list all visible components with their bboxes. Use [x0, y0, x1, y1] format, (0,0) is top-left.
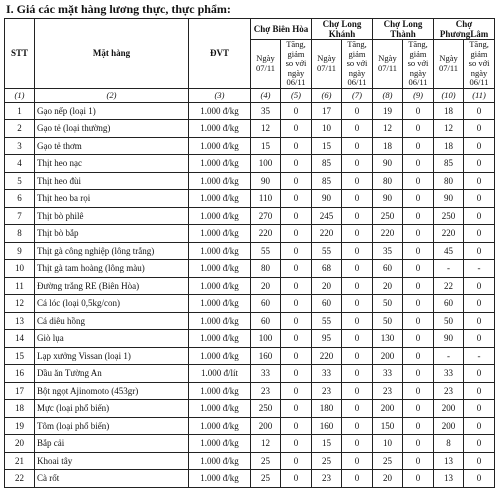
cell-phuong-lam-price: 23 — [434, 382, 464, 400]
cell-long-thanh-change: 0 — [403, 120, 434, 138]
column-index-row — [5, 88, 495, 102]
cell-stt: 18 — [5, 400, 35, 418]
cell-long-khanh-price: 23 — [312, 470, 342, 488]
header-market-long-thanh: Chợ Long Thành — [373, 19, 434, 40]
cell-phuong-lam-price: 220 — [434, 225, 464, 243]
cell-bien-hoa-price: 15 — [251, 137, 281, 155]
cell-phuong-lam-change: 0 — [464, 120, 495, 138]
cell-long-khanh-price: 90 — [312, 190, 342, 208]
cell-long-thanh-price: 23 — [373, 382, 403, 400]
cell-long-khanh-change: 0 — [342, 295, 373, 313]
cell-long-khanh-price: 55 — [312, 242, 342, 260]
cell-bien-hoa-change: 0 — [281, 172, 312, 190]
cell-bien-hoa-price: 80 — [251, 260, 281, 278]
cell-long-thanh-price: 200 — [373, 347, 403, 365]
cell-unit: 1.000 đ/kg — [189, 382, 251, 400]
table-row — [5, 225, 495, 243]
cell-item-name: Cá diêu hồng — [35, 312, 189, 330]
table-row — [5, 172, 495, 190]
cell-long-khanh-price: 15 — [312, 435, 342, 453]
cell-phuong-lam-change: 0 — [464, 225, 495, 243]
cell-bien-hoa-price: 33 — [251, 365, 281, 383]
cell-unit: 1.000 đ/kg — [189, 277, 251, 295]
header-item: Mặt hàng — [35, 19, 189, 89]
cell-bien-hoa-change: 0 — [281, 347, 312, 365]
cell-item-name: Tôm (loại phổ biến) — [35, 417, 189, 435]
cell-stt: 17 — [5, 382, 35, 400]
cell-long-thanh-price: 80 — [373, 172, 403, 190]
cell-bien-hoa-price: 60 — [251, 312, 281, 330]
header-change: Tăng, giảm so với ngày 06/11 — [281, 40, 312, 89]
cell-long-khanh-change: 0 — [342, 365, 373, 383]
table-row — [5, 155, 495, 173]
cell-long-khanh-price: 220 — [312, 347, 342, 365]
cell-long-thanh-price: 50 — [373, 295, 403, 313]
cell-phuong-lam-price: 8 — [434, 435, 464, 453]
cell-long-thanh-price: 10 — [373, 435, 403, 453]
cell-bien-hoa-price: 110 — [251, 190, 281, 208]
column-index: (3) — [189, 88, 251, 102]
cell-phuong-lam-price: 200 — [434, 417, 464, 435]
cell-phuong-lam-change: 0 — [464, 102, 495, 120]
cell-long-thanh-change: 0 — [403, 347, 434, 365]
cell-long-khanh-change: 0 — [342, 260, 373, 278]
cell-long-khanh-price: 180 — [312, 400, 342, 418]
cell-bien-hoa-price: 220 — [251, 225, 281, 243]
cell-unit: 1.000 đ/kg — [189, 312, 251, 330]
table-row — [5, 260, 495, 278]
cell-long-thanh-change: 0 — [403, 400, 434, 418]
cell-bien-hoa-change: 0 — [281, 312, 312, 330]
cell-long-khanh-change: 0 — [342, 137, 373, 155]
table-row — [5, 242, 495, 260]
cell-phuong-lam-change: 0 — [464, 417, 495, 435]
cell-bien-hoa-price: 25 — [251, 470, 281, 488]
cell-bien-hoa-price: 23 — [251, 382, 281, 400]
cell-bien-hoa-change: 0 — [281, 435, 312, 453]
cell-bien-hoa-price: 12 — [251, 120, 281, 138]
table-row — [5, 102, 495, 120]
cell-long-khanh-change: 0 — [342, 435, 373, 453]
cell-phuong-lam-price: 22 — [434, 277, 464, 295]
cell-long-khanh-price: 160 — [312, 417, 342, 435]
cell-stt: 13 — [5, 312, 35, 330]
cell-long-thanh-change: 0 — [403, 365, 434, 383]
cell-bien-hoa-change: 0 — [281, 277, 312, 295]
cell-long-thanh-price: 220 — [373, 225, 403, 243]
cell-long-thanh-price: 130 — [373, 330, 403, 348]
cell-phuong-lam-change: 0 — [464, 470, 495, 488]
table-row — [5, 330, 495, 348]
cell-item-name: Khoai tây — [35, 452, 189, 470]
table-row — [5, 190, 495, 208]
table-row — [5, 365, 495, 383]
cell-long-khanh-change: 0 — [342, 225, 373, 243]
cell-long-thanh-change: 0 — [403, 260, 434, 278]
cell-bien-hoa-change: 0 — [281, 137, 312, 155]
cell-stt: 22 — [5, 470, 35, 488]
cell-phuong-lam-change: 0 — [464, 155, 495, 173]
cell-stt: 6 — [5, 190, 35, 208]
cell-long-khanh-price: 10 — [312, 120, 342, 138]
cell-long-thanh-price: 90 — [373, 190, 403, 208]
table-row — [5, 295, 495, 313]
cell-item-name: Thịt bò bắp — [35, 225, 189, 243]
cell-unit: 1.000 đ/kg — [189, 330, 251, 348]
cell-long-thanh-price: 50 — [373, 312, 403, 330]
cell-stt: 19 — [5, 417, 35, 435]
column-index: (1) — [5, 88, 35, 102]
cell-long-thanh-change: 0 — [403, 155, 434, 173]
cell-long-khanh-change: 0 — [342, 172, 373, 190]
table-row — [5, 382, 495, 400]
cell-bien-hoa-price: 20 — [251, 277, 281, 295]
cell-stt: 11 — [5, 277, 35, 295]
cell-long-thanh-price: 20 — [373, 470, 403, 488]
cell-stt: 8 — [5, 225, 35, 243]
section-title: I. Giá các mặt hàng lương thực, thực phẩm: — [6, 2, 231, 16]
cell-long-khanh-price: 95 — [312, 330, 342, 348]
cell-stt: 14 — [5, 330, 35, 348]
cell-bien-hoa-price: 270 — [251, 207, 281, 225]
cell-long-khanh-change: 0 — [342, 190, 373, 208]
cell-long-thanh-price: 20 — [373, 277, 403, 295]
cell-bien-hoa-change: 0 — [281, 207, 312, 225]
cell-long-thanh-price: 33 — [373, 365, 403, 383]
cell-long-khanh-price: 220 — [312, 225, 342, 243]
column-index: (5) — [281, 88, 312, 102]
header-day: Ngày 07/11 — [312, 40, 342, 89]
cell-bien-hoa-price: 35 — [251, 102, 281, 120]
cell-phuong-lam-change: 0 — [464, 207, 495, 225]
cell-unit: 1.000 đ/kg — [189, 242, 251, 260]
cell-unit: 1.000 đ/kg — [189, 347, 251, 365]
cell-long-thanh-price: 250 — [373, 207, 403, 225]
table-row — [5, 347, 495, 365]
cell-unit: 1.000 đ/kg — [189, 155, 251, 173]
cell-phuong-lam-price: 18 — [434, 102, 464, 120]
cell-bien-hoa-price: 100 — [251, 330, 281, 348]
cell-long-khanh-price: 20 — [312, 277, 342, 295]
table-row — [5, 435, 495, 453]
cell-unit: 1.000 đ/kg — [189, 172, 251, 190]
column-index: (9) — [403, 88, 434, 102]
cell-bien-hoa-change: 0 — [281, 330, 312, 348]
cell-bien-hoa-change: 0 — [281, 260, 312, 278]
cell-phuong-lam-price: 13 — [434, 452, 464, 470]
cell-long-thanh-price: 150 — [373, 417, 403, 435]
cell-stt: 7 — [5, 207, 35, 225]
cell-long-thanh-price: 35 — [373, 242, 403, 260]
cell-phuong-lam-change: 0 — [464, 172, 495, 190]
cell-item-name: Thịt gà công nghiệp (lông trắng) — [35, 242, 189, 260]
cell-stt: 1 — [5, 102, 35, 120]
cell-phuong-lam-change: - — [464, 260, 495, 278]
cell-long-thanh-change: 0 — [403, 225, 434, 243]
cell-stt: 4 — [5, 155, 35, 173]
cell-long-thanh-change: 0 — [403, 242, 434, 260]
header-change: Tăng, giảm so với ngày 06/11 — [403, 40, 434, 89]
cell-phuong-lam-change: 0 — [464, 312, 495, 330]
cell-long-thanh-price: 18 — [373, 137, 403, 155]
cell-long-khanh-change: 0 — [342, 155, 373, 173]
cell-long-thanh-change: 0 — [403, 295, 434, 313]
cell-long-thanh-price: 90 — [373, 155, 403, 173]
header-market-long-khanh: Chợ Long Khánh — [312, 19, 373, 40]
header-market-bien-hoa: Chợ Biên Hòa — [251, 19, 312, 40]
cell-item-name: Thịt gà tam hoàng (lông màu) — [35, 260, 189, 278]
cell-bien-hoa-change: 0 — [281, 190, 312, 208]
header-stt: STT — [5, 19, 35, 89]
cell-long-thanh-change: 0 — [403, 190, 434, 208]
cell-long-thanh-price: 12 — [373, 120, 403, 138]
cell-long-khanh-price: 17 — [312, 102, 342, 120]
column-index: (8) — [373, 88, 403, 102]
column-index: (4) — [251, 88, 281, 102]
cell-phuong-lam-price: 90 — [434, 330, 464, 348]
cell-item-name: Gạo tẻ (loại thường) — [35, 120, 189, 138]
cell-stt: 5 — [5, 172, 35, 190]
cell-item-name: Gạo nếp (loại 1) — [35, 102, 189, 120]
cell-long-thanh-change: 0 — [403, 330, 434, 348]
cell-long-khanh-change: 0 — [342, 242, 373, 260]
cell-unit: 1.000 đ/kg — [189, 435, 251, 453]
header-day: Ngày 07/11 — [434, 40, 464, 89]
cell-phuong-lam-price: 250 — [434, 207, 464, 225]
cell-phuong-lam-price: - — [434, 347, 464, 365]
cell-phuong-lam-price: 85 — [434, 155, 464, 173]
cell-long-thanh-change: 0 — [403, 435, 434, 453]
cell-bien-hoa-change: 0 — [281, 155, 312, 173]
cell-unit: 1.000 đ/kg — [189, 120, 251, 138]
cell-bien-hoa-change: 0 — [281, 225, 312, 243]
cell-phuong-lam-price: 18 — [434, 137, 464, 155]
cell-bien-hoa-price: 55 — [251, 242, 281, 260]
table-row — [5, 120, 495, 138]
cell-bien-hoa-change: 0 — [281, 365, 312, 383]
cell-long-thanh-change: 0 — [403, 312, 434, 330]
cell-long-khanh-price: 60 — [312, 295, 342, 313]
header-unit: ĐVT — [189, 19, 251, 89]
cell-item-name: Thịt heo ba rọi — [35, 190, 189, 208]
cell-long-thanh-price: 60 — [373, 260, 403, 278]
table-row — [5, 277, 495, 295]
cell-long-khanh-price: 23 — [312, 382, 342, 400]
cell-stt: 16 — [5, 365, 35, 383]
cell-phuong-lam-change: 0 — [464, 382, 495, 400]
cell-phuong-lam-price: 50 — [434, 312, 464, 330]
cell-unit: 1.000 đ/kg — [189, 417, 251, 435]
table-row — [5, 137, 495, 155]
cell-unit: 1.000 đ/kg — [189, 137, 251, 155]
cell-unit: 1.000 đ/kg — [189, 207, 251, 225]
cell-long-khanh-change: 0 — [342, 400, 373, 418]
cell-phuong-lam-change: 0 — [464, 452, 495, 470]
cell-long-khanh-change: 0 — [342, 277, 373, 295]
cell-long-khanh-change: 0 — [342, 120, 373, 138]
cell-long-khanh-change: 0 — [342, 207, 373, 225]
cell-phuong-lam-price: 60 — [434, 295, 464, 313]
cell-long-thanh-change: 0 — [403, 137, 434, 155]
cell-phuong-lam-price: 200 — [434, 400, 464, 418]
cell-bien-hoa-price: 90 — [251, 172, 281, 190]
cell-phuong-lam-price: - — [434, 260, 464, 278]
cell-long-thanh-change: 0 — [403, 417, 434, 435]
cell-phuong-lam-price: 45 — [434, 242, 464, 260]
cell-phuong-lam-price: 13 — [434, 470, 464, 488]
cell-bien-hoa-change: 0 — [281, 470, 312, 488]
cell-unit: 1.000 đ/kg — [189, 400, 251, 418]
cell-item-name: Thịt heo nạc — [35, 155, 189, 173]
column-index: (11) — [464, 88, 495, 102]
cell-unit: 1.000 đ/kg — [189, 102, 251, 120]
table-row — [5, 207, 495, 225]
cell-bien-hoa-price: 25 — [251, 452, 281, 470]
cell-item-name: Cá lóc (loại 0,5kg/con) — [35, 295, 189, 313]
table-row — [5, 400, 495, 418]
cell-item-name: Cà rốt — [35, 470, 189, 488]
cell-item-name: Đường trắng RE (Biên Hòa) — [35, 277, 189, 295]
header-day: Ngày 07/11 — [373, 40, 403, 89]
cell-long-thanh-change: 0 — [403, 172, 434, 190]
column-index: (10) — [434, 88, 464, 102]
cell-phuong-lam-change: 0 — [464, 277, 495, 295]
cell-phuong-lam-price: 33 — [434, 365, 464, 383]
cell-unit: 1.000 đ/kg — [189, 260, 251, 278]
cell-long-khanh-change: 0 — [342, 347, 373, 365]
cell-unit: 1.000 đ/kg — [189, 225, 251, 243]
cell-bien-hoa-price: 250 — [251, 400, 281, 418]
cell-long-khanh-change: 0 — [342, 452, 373, 470]
cell-long-khanh-change: 0 — [342, 330, 373, 348]
cell-bien-hoa-change: 0 — [281, 242, 312, 260]
cell-phuong-lam-price: 80 — [434, 172, 464, 190]
cell-bien-hoa-change: 0 — [281, 382, 312, 400]
cell-stt: 2 — [5, 120, 35, 138]
cell-long-thanh-price: 200 — [373, 400, 403, 418]
cell-long-khanh-price: 55 — [312, 312, 342, 330]
cell-long-thanh-change: 0 — [403, 277, 434, 295]
column-index: (7) — [342, 88, 373, 102]
cell-phuong-lam-change: 0 — [464, 365, 495, 383]
table-body — [5, 102, 495, 487]
cell-stt: 20 — [5, 435, 35, 453]
cell-stt: 21 — [5, 452, 35, 470]
cell-long-khanh-change: 0 — [342, 470, 373, 488]
cell-phuong-lam-change: 0 — [464, 137, 495, 155]
cell-bien-hoa-change: 0 — [281, 295, 312, 313]
cell-long-khanh-price: 245 — [312, 207, 342, 225]
cell-unit: 1.000 đ/kg — [189, 190, 251, 208]
cell-bien-hoa-change: 0 — [281, 120, 312, 138]
cell-bien-hoa-change: 0 — [281, 102, 312, 120]
cell-long-thanh-change: 0 — [403, 207, 434, 225]
cell-item-name: Lạp xưởng Vissan (loại 1) — [35, 347, 189, 365]
cell-phuong-lam-change: 0 — [464, 400, 495, 418]
cell-bien-hoa-price: 200 — [251, 417, 281, 435]
column-index: (6) — [312, 88, 342, 102]
cell-phuong-lam-change: - — [464, 347, 495, 365]
cell-stt: 10 — [5, 260, 35, 278]
cell-item-name: Thịt heo đùi — [35, 172, 189, 190]
cell-long-thanh-change: 0 — [403, 382, 434, 400]
cell-item-name: Gạo tẻ thơm — [35, 137, 189, 155]
cell-long-khanh-change: 0 — [342, 102, 373, 120]
cell-unit: 1.000 đ/lít — [189, 365, 251, 383]
table-row — [5, 312, 495, 330]
cell-long-khanh-price: 85 — [312, 155, 342, 173]
cell-long-khanh-price: 68 — [312, 260, 342, 278]
cell-bien-hoa-change: 0 — [281, 417, 312, 435]
header-change: Tăng, giảm so với ngày 06/11 — [342, 40, 373, 89]
cell-unit: 1.000 đ/kg — [189, 295, 251, 313]
table-row — [5, 417, 495, 435]
header-market-phuong-lam: Chợ PhươngLâm — [434, 19, 495, 40]
cell-item-name: Thịt bò philê — [35, 207, 189, 225]
cell-long-thanh-price: 19 — [373, 102, 403, 120]
cell-long-thanh-price: 25 — [373, 452, 403, 470]
cell-phuong-lam-change: 0 — [464, 242, 495, 260]
cell-bien-hoa-price: 160 — [251, 347, 281, 365]
cell-item-name: Giò lụa — [35, 330, 189, 348]
cell-bien-hoa-price: 12 — [251, 435, 281, 453]
cell-item-name: Bắp cải — [35, 435, 189, 453]
cell-long-khanh-change: 0 — [342, 382, 373, 400]
cell-item-name: Dầu ăn Tường An — [35, 365, 189, 383]
cell-bien-hoa-price: 60 — [251, 295, 281, 313]
cell-long-khanh-price: 15 — [312, 137, 342, 155]
header-change: Tăng, giảm so với ngày 06/11 — [464, 40, 495, 89]
cell-phuong-lam-change: 0 — [464, 295, 495, 313]
cell-long-khanh-change: 0 — [342, 312, 373, 330]
cell-long-khanh-price: 33 — [312, 365, 342, 383]
cell-long-thanh-change: 0 — [403, 470, 434, 488]
cell-stt: 9 — [5, 242, 35, 260]
cell-phuong-lam-change: 0 — [464, 330, 495, 348]
cell-bien-hoa-change: 0 — [281, 452, 312, 470]
cell-unit: 1.000 đ/kg — [189, 452, 251, 470]
cell-long-thanh-change: 0 — [403, 102, 434, 120]
column-index: (2) — [35, 88, 189, 102]
header-day: Ngày 07/11 — [251, 40, 281, 89]
cell-long-khanh-price: 85 — [312, 172, 342, 190]
cell-unit: 1.000 đ/kg — [189, 470, 251, 488]
cell-long-khanh-price: 25 — [312, 452, 342, 470]
table-row — [5, 452, 495, 470]
cell-stt: 12 — [5, 295, 35, 313]
cell-phuong-lam-change: 0 — [464, 435, 495, 453]
cell-phuong-lam-change: 0 — [464, 190, 495, 208]
cell-item-name: Bột ngọt Ajinomoto (453gr) — [35, 382, 189, 400]
cell-bien-hoa-price: 100 — [251, 155, 281, 173]
cell-long-thanh-change: 0 — [403, 452, 434, 470]
cell-item-name: Mực (loại phổ biến) — [35, 400, 189, 418]
cell-stt: 15 — [5, 347, 35, 365]
cell-phuong-lam-price: 12 — [434, 120, 464, 138]
cell-phuong-lam-price: 90 — [434, 190, 464, 208]
price-table — [4, 18, 495, 488]
table-row — [5, 470, 495, 488]
cell-long-khanh-change: 0 — [342, 417, 373, 435]
cell-bien-hoa-change: 0 — [281, 400, 312, 418]
cell-stt: 3 — [5, 137, 35, 155]
